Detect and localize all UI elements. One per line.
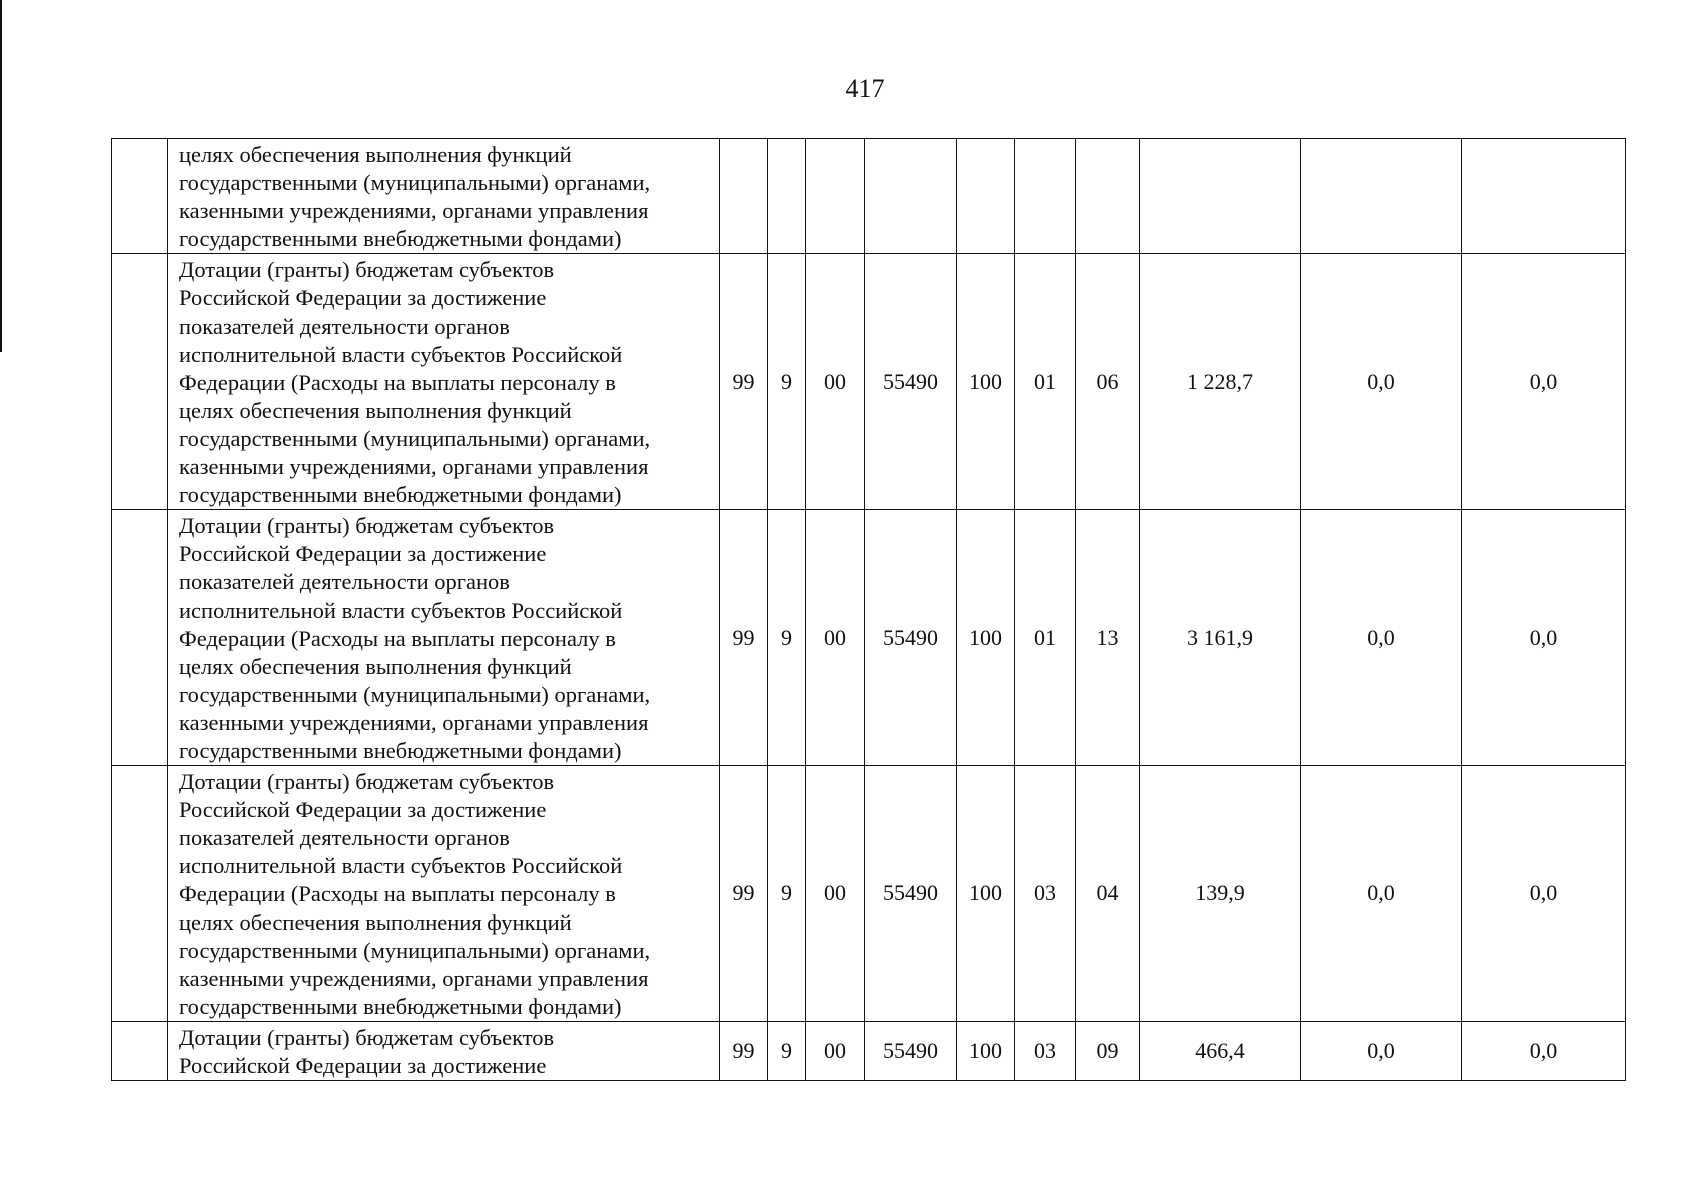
description-line: исполнительной власти субъектов Российской — [179, 597, 623, 623]
code-5-cell: 100 — [957, 510, 1015, 766]
value-1-cell — [1140, 139, 1301, 254]
budget-table — [111, 138, 1626, 1081]
description-line: государственными (муниципальными) органами, — [179, 681, 651, 707]
value-1-cell: 1 228,7 — [1140, 254, 1301, 510]
description-line: Российской Федерации за достижение — [179, 285, 547, 311]
description-line: государственными внебюджетными фондами) — [179, 482, 622, 508]
description-line: Дотации (гранты) бюджетам субъектов — [179, 769, 555, 795]
code-3-cell — [806, 139, 865, 254]
description-line: целях обеспечения выполнения функций — [179, 397, 572, 423]
code-7-cell: 09 — [1076, 1021, 1140, 1080]
table-row — [112, 139, 1626, 254]
code-3-cell: 00 — [806, 510, 865, 766]
description-line: Федерации (Расходы на выплаты персоналу в — [179, 881, 616, 907]
code-5-cell — [957, 139, 1015, 254]
description-line: Российской Федерации за достижение — [179, 797, 547, 823]
value-3-cell — [1462, 139, 1626, 254]
code-2-cell: 9 — [768, 254, 806, 510]
code-7-cell — [1076, 139, 1140, 254]
table-row — [112, 254, 1626, 510]
code-4-cell: 55490 — [865, 510, 957, 766]
value-2-cell — [1301, 139, 1462, 254]
row-number-cell — [112, 254, 168, 510]
description-cell — [168, 139, 720, 254]
description-line: государственными внебюджетными фондами) — [179, 737, 622, 763]
code-4-cell: 55490 — [865, 254, 957, 510]
code-1-cell: 99 — [720, 254, 768, 510]
description-line: Российской Федерации за достижение — [179, 541, 547, 567]
description-line: государственными внебюджетными фондами) — [179, 226, 622, 252]
row-number-cell — [112, 1021, 168, 1080]
description-line: Дотации (гранты) бюджетам субъектов — [179, 1024, 555, 1050]
code-6-cell: 01 — [1015, 254, 1076, 510]
code-3-cell: 00 — [806, 766, 865, 1022]
description-line: государственными (муниципальными) органами, — [179, 937, 651, 963]
description-line: показателей деятельности органов — [179, 569, 510, 595]
value-2-cell: 0,0 — [1301, 254, 1462, 510]
description-line: Дотации (гранты) бюджетам субъектов — [179, 513, 555, 539]
code-4-cell — [865, 139, 957, 254]
description-line: казенными учреждениями, органами управления — [179, 709, 649, 735]
code-5-cell: 100 — [957, 766, 1015, 1022]
description-line: исполнительной власти субъектов Российской — [179, 341, 623, 367]
description-line: казенными учреждениями, органами управления — [179, 454, 649, 480]
description-line: показателей деятельности органов — [179, 313, 510, 339]
code-6-cell — [1015, 139, 1076, 254]
code-1-cell — [720, 139, 768, 254]
description-line: показателей деятельности органов — [179, 825, 510, 851]
description-line: государственными (муниципальными) органами, — [179, 170, 651, 196]
description-line: казенными учреждениями, органами управления — [179, 198, 649, 224]
code-6-cell: 03 — [1015, 1021, 1076, 1080]
code-7-cell: 13 — [1076, 510, 1140, 766]
budget-table-body — [112, 139, 1626, 1081]
code-7-cell: 04 — [1076, 766, 1140, 1022]
code-4-cell: 55490 — [865, 1021, 957, 1080]
code-1-cell: 99 — [720, 766, 768, 1022]
description-cell — [168, 766, 720, 1022]
code-7-cell: 06 — [1076, 254, 1140, 510]
description-line: целях обеспечения выполнения функций — [179, 653, 572, 679]
code-2-cell: 9 — [768, 1021, 806, 1080]
value-1-cell: 139,9 — [1140, 766, 1301, 1022]
code-6-cell: 03 — [1015, 766, 1076, 1022]
value-3-cell: 0,0 — [1462, 766, 1626, 1022]
value-1-cell: 466,4 — [1140, 1021, 1301, 1080]
description-line: целях обеспечения выполнения функций — [179, 909, 572, 935]
value-2-cell: 0,0 — [1301, 766, 1462, 1022]
code-5-cell: 100 — [957, 1021, 1015, 1080]
description-line: Федерации (Расходы на выплаты персоналу в — [179, 625, 616, 651]
code-3-cell: 00 — [806, 254, 865, 510]
code-1-cell: 99 — [720, 1021, 768, 1080]
code-4-cell: 55490 — [865, 766, 957, 1022]
description-line: государственными внебюджетными фондами) — [179, 993, 622, 1019]
value-2-cell: 0,0 — [1301, 1021, 1462, 1080]
value-3-cell: 0,0 — [1462, 1021, 1626, 1080]
description-line: Федерации (Расходы на выплаты персоналу в — [179, 369, 616, 395]
code-2-cell — [768, 139, 806, 254]
scan-margin-line — [0, 0, 2, 352]
description-line: казенными учреждениями, органами управления — [179, 965, 649, 991]
description-line: Дотации (гранты) бюджетам субъектов — [179, 257, 555, 283]
code-6-cell: 01 — [1015, 510, 1076, 766]
description-line: целях обеспечения выполнения функций — [179, 142, 572, 167]
row-number-cell — [112, 766, 168, 1022]
code-2-cell: 9 — [768, 766, 806, 1022]
code-3-cell: 00 — [806, 1021, 865, 1080]
row-number-cell — [112, 510, 168, 766]
table-row — [112, 1021, 1626, 1080]
value-3-cell: 0,0 — [1462, 254, 1626, 510]
code-1-cell: 99 — [720, 510, 768, 766]
code-5-cell: 100 — [957, 254, 1015, 510]
description-cell — [168, 1021, 720, 1080]
description-line: государственными (муниципальными) органами, — [179, 425, 651, 451]
description-cell — [168, 254, 720, 510]
row-number-cell — [112, 139, 168, 254]
description-line: Российской Федерации за достижение — [179, 1053, 547, 1078]
code-2-cell: 9 — [768, 510, 806, 766]
page-number: 417 — [845, 74, 885, 103]
table-row — [112, 766, 1626, 1022]
table-row — [112, 510, 1626, 766]
value-2-cell: 0,0 — [1301, 510, 1462, 766]
value-1-cell: 3 161,9 — [1140, 510, 1301, 766]
description-cell — [168, 510, 720, 766]
value-3-cell: 0,0 — [1462, 510, 1626, 766]
description-line: исполнительной власти субъектов Российской — [179, 853, 623, 879]
